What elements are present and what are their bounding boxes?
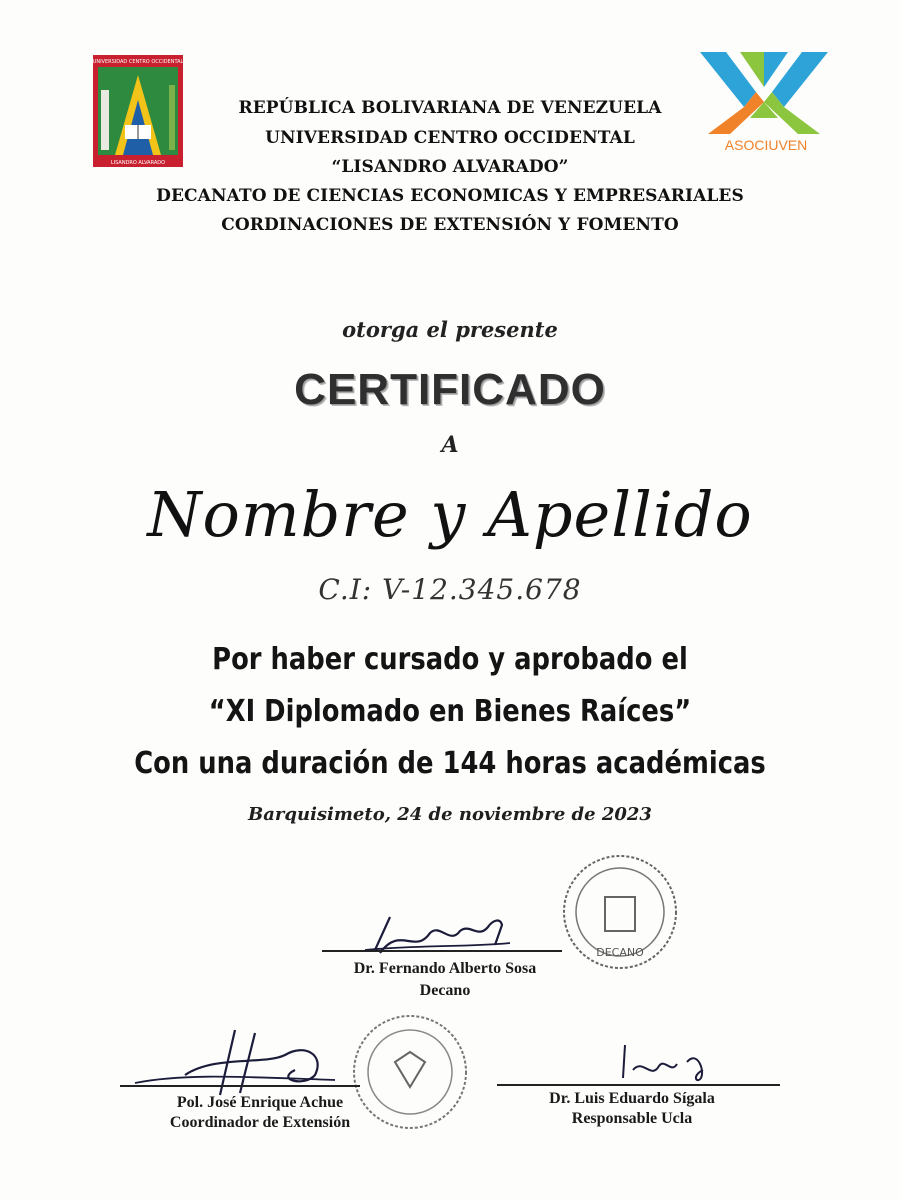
header-line-5: CORDINACIONES DE EXTENSIÓN Y FOMENTO [221, 215, 679, 235]
dean-stamp [560, 852, 680, 972]
ucla-role: Responsable Ucla [571, 1110, 693, 1127]
reason-line-1: Por haber cursado y aprobado el [212, 642, 688, 677]
header-line-4: DECANATO DE CIENCIAS ECONOMICAS Y EMPRESARIALES [156, 186, 744, 206]
header-line-3: “LISANDRO ALVARADO” [331, 157, 569, 177]
ucla-signature-line [497, 1084, 780, 1086]
extension-signature [125, 1025, 355, 1100]
extension-role: Coordinador de Extensión [169, 1114, 351, 1131]
dean-signature-line [322, 950, 562, 952]
header-line-2: UNIVERSIDAD CENTRO OCCIDENTAL [265, 128, 635, 148]
recipient-id: C.I: V-12.345.678 [318, 573, 582, 606]
ucla-name: Dr. Luis Eduardo Sígala [549, 1090, 715, 1107]
intro-text: otorga el presente [342, 317, 558, 342]
to-letter: A [441, 432, 459, 458]
dean-role: Decano [419, 982, 471, 999]
svg-text:UNIVERSIDAD CENTRO OCCIDENTAL: UNIVERSIDAD CENTRO OCCIDENTAL [92, 59, 184, 65]
extension-signature-line [120, 1085, 360, 1087]
reason-line-2: “XI Diplomado en Bienes Raíces” [208, 694, 692, 729]
header-line-1: REPÚBLICA BOLIVARIANA DE VENEZUELA [238, 98, 662, 118]
certificate-title: CERTIFICADO [294, 365, 606, 414]
ucla-signature [605, 1040, 725, 1090]
place-date: Barquisimeto, 24 de noviembre de 2023 [248, 804, 652, 825]
svg-text:LISANDRO ALVARADO: LISANDRO ALVARADO [110, 160, 166, 166]
dean-signature [360, 905, 520, 960]
svg-text:DECANO: DECANO [596, 946, 644, 959]
recipient-name: Nombre y Apellido [147, 478, 753, 551]
svg-text:ASOCIUVEN: ASOCIUVEN [724, 137, 808, 153]
dean-name: Dr. Fernando Alberto Sosa [353, 960, 537, 977]
extension-name: Pol. José Enrique Achue [176, 1094, 344, 1111]
reason-line-3: Con una duración de 144 horas académicas [134, 746, 766, 781]
